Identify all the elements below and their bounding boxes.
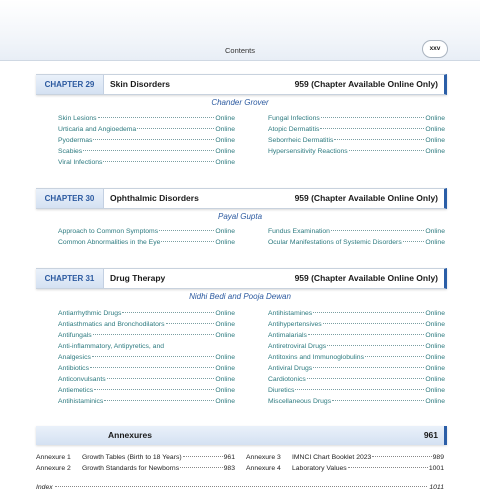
chapter-authors: Payal Gupta (217, 212, 263, 221)
annexure-title: Laboratory Values (292, 465, 347, 472)
toc-entry-title: Antiretroviral Drugs (268, 343, 327, 350)
leader-dots (55, 486, 428, 487)
toc-column-left (58, 310, 235, 409)
index-page: 1011 (429, 484, 444, 491)
chapter-label: CHAPTER 29 (36, 75, 104, 94)
leader-dots (93, 334, 215, 335)
toc-entry[interactable] (268, 343, 445, 354)
leader-dots (307, 378, 425, 379)
annexure-number: Annexure 3 (246, 454, 281, 461)
toc-entry[interactable] (58, 239, 235, 250)
chapter-31-header[interactable] (36, 268, 447, 289)
toc-entry-page: Online (215, 387, 235, 394)
toc-entry-title: Antifungals (58, 332, 92, 339)
leader-dots (327, 345, 424, 346)
toc-column-right (268, 228, 445, 250)
annexures-header[interactable] (36, 426, 447, 445)
leader-dots (313, 367, 424, 368)
annexure-number: Annexure 2 (36, 465, 71, 472)
toc-entry-title: Urticaria and Angioedema (58, 126, 137, 133)
annexure-number: Annexure 1 (36, 454, 71, 461)
leader-dots (90, 367, 214, 368)
toc-entry-continued[interactable] (58, 354, 235, 365)
chapter-label: CHAPTER 31 (36, 269, 104, 288)
toc-entry-page: Online (425, 398, 445, 405)
chapter-page: 959 (Chapter Available Online Only) (294, 79, 438, 89)
toc-entry-page: Online (215, 115, 235, 122)
toc-entry[interactable] (58, 115, 235, 126)
toc-entry[interactable] (58, 332, 235, 343)
toc-entry-title: Antiarrhythmic Drugs (58, 310, 122, 317)
toc-entry[interactable] (268, 365, 445, 376)
annexure-page: 983 (223, 465, 235, 472)
toc-entry-title: Diuretics (268, 387, 295, 394)
toc-entry-title: Approach to Common Symptoms (58, 228, 159, 235)
toc-entry-page: Online (425, 365, 445, 372)
leader-dots (122, 312, 214, 313)
toc-entry-title: Anticonvulsants (58, 376, 106, 383)
toc-entry-title: Antihistamines (268, 310, 313, 317)
leader-dots (349, 150, 425, 151)
annexure-entry[interactable] (36, 465, 235, 476)
toc-column-left (58, 228, 235, 250)
leader-dots (334, 139, 424, 140)
toc-entry-title: Hypersensitivity Reactions (268, 148, 348, 155)
leader-dots (323, 323, 425, 324)
toc-entry[interactable] (58, 321, 235, 332)
leader-dots (348, 467, 428, 468)
leader-dots (159, 230, 214, 231)
toc-entry-page: Online (215, 398, 235, 405)
leader-dots (107, 378, 215, 379)
toc-entry[interactable] (58, 310, 235, 321)
leader-dots (161, 241, 214, 242)
toc-entry-page: Online (425, 321, 445, 328)
toc-entry-page: Online (215, 376, 235, 383)
toc-entry[interactable] (58, 387, 235, 398)
toc-entry-title: Seborrheic Dermatitis (268, 137, 334, 144)
toc-entry-page: Online (425, 376, 445, 383)
toc-entry-page: Online (425, 354, 445, 361)
toc-entry[interactable] (268, 126, 445, 137)
toc-entry-page: Online (425, 228, 445, 235)
toc-entry-title: Atopic Dermatitis (268, 126, 320, 133)
toc-entry-page: Online (215, 137, 235, 144)
toc-entry[interactable] (268, 376, 445, 387)
chapter-label: CHAPTER 30 (36, 189, 104, 208)
annexure-entry[interactable] (36, 454, 235, 465)
toc-column-left (58, 115, 235, 170)
leader-dots (137, 128, 214, 129)
annexures-column-left (36, 454, 235, 476)
toc-entry-title: Ocular Manifestations of Systemic Disorders (268, 239, 402, 246)
annexures-page: 961 (423, 430, 438, 440)
toc-entry-title: Scabies (58, 148, 83, 155)
toc-entry-title: Antibiotics (58, 365, 89, 372)
toc-entry[interactable] (58, 343, 235, 354)
toc-entry[interactable] (268, 239, 445, 250)
toc-entry-title: Antiasthmatics and Bronchodilators (58, 321, 165, 328)
toc-entry-page: Online (215, 159, 235, 166)
annexure-title: IMNCI Chart Booklet 2023 (292, 454, 372, 461)
toc-entry-title: Antiemetics (58, 387, 94, 394)
toc-entry[interactable] (268, 321, 445, 332)
leader-dots (313, 312, 424, 313)
toc-entry[interactable] (58, 137, 235, 148)
toc-entry[interactable] (58, 159, 235, 170)
toc-entry-title: Antitoxins and Immunoglobulins (268, 354, 364, 361)
toc-entry[interactable] (268, 148, 445, 159)
toc-entry[interactable] (268, 115, 445, 126)
chapter-title: Skin Disorders (110, 79, 170, 89)
chapter-title: Ophthalmic Disorders (110, 193, 199, 203)
toc-entry[interactable] (58, 126, 235, 137)
leader-dots (308, 334, 424, 335)
toc-entry[interactable] (268, 354, 445, 365)
leader-dots (321, 117, 425, 118)
toc-entry-page: Online (425, 332, 445, 339)
toc-entry[interactable] (58, 365, 235, 376)
annexure-entry[interactable] (246, 454, 444, 465)
toc-entry-page: Online (425, 148, 445, 155)
toc-entry-page: Online (425, 126, 445, 133)
toc-entry-page: Online (215, 148, 235, 155)
toc-entry-page: Online (425, 115, 445, 122)
annexures-title: Annexures (108, 430, 152, 440)
annexure-title: Growth Tables (Birth to 18 Years) (82, 454, 182, 461)
toc-entry-title: Antimalarials (268, 332, 307, 339)
toc-entry[interactable] (268, 398, 445, 409)
annexure-entry[interactable] (246, 465, 444, 476)
toc-entry-title: Skin Lesions (58, 115, 97, 122)
leader-dots (98, 117, 215, 118)
toc-entry-title: Fungal Infections (268, 115, 320, 122)
toc-entry-title: Analgesics (58, 354, 91, 361)
toc-entry-title: Miscellaneous Drugs (268, 398, 332, 405)
annexure-page: 989 (432, 454, 444, 461)
leader-dots (104, 400, 214, 401)
toc-entry-page: Online (425, 310, 445, 317)
leader-dots (83, 150, 214, 151)
toc-entry-page: Online (425, 239, 445, 246)
toc-entry-page: Online (215, 228, 235, 235)
leader-dots (320, 128, 424, 129)
chapter-authors: Chander Grover (211, 98, 269, 107)
chapter-page: 959 (Chapter Available Online Only) (294, 273, 438, 283)
toc-entry-title: Antiviral Drugs (268, 365, 313, 372)
leader-dots (92, 356, 214, 357)
leader-dots (183, 456, 223, 457)
leader-dots (103, 161, 214, 162)
toc-entry[interactable] (58, 376, 235, 387)
toc-entry-page: Online (215, 365, 235, 372)
toc-entry-page: Online (425, 343, 445, 350)
toc-entry-title: Pyodermas (58, 137, 93, 144)
chapter-authors: Nidhi Bedi and Pooja Dewan (189, 292, 291, 301)
chapter-page: 959 (Chapter Available Online Only) (294, 193, 438, 203)
leader-dots (365, 356, 424, 357)
toc-entry-page: Online (425, 137, 445, 144)
toc-entry-page: Online (215, 239, 235, 246)
annexure-title: Growth Standards for Newborns (82, 465, 180, 472)
chapter-29-header[interactable] (36, 74, 447, 95)
leader-dots (331, 230, 424, 231)
toc-entry[interactable] (268, 387, 445, 398)
toc-entry[interactable] (58, 228, 235, 239)
toc-entry-page: Online (215, 354, 235, 361)
toc-entry-title: Antihypertensives (268, 321, 322, 328)
toc-entry-title: Viral Infections (58, 159, 103, 166)
index-label: Index (36, 484, 53, 491)
toc-entry[interactable] (58, 148, 235, 159)
page-number-badge: xxv (422, 40, 448, 58)
toc-entry-page: Online (215, 332, 235, 339)
leader-dots (372, 456, 431, 457)
toc-entry-page: Online (215, 321, 235, 328)
leader-dots (403, 241, 425, 242)
toc-entry-page: Online (215, 126, 235, 133)
toc-column-right (268, 115, 445, 159)
running-head: Contents (224, 46, 256, 55)
toc-entry-page: Online (425, 387, 445, 394)
toc-entry[interactable] (268, 137, 445, 148)
leader-dots (166, 323, 215, 324)
toc-entry[interactable] (268, 332, 445, 343)
toc-entry-title: Anti-inflammatory, Antipyretics, and (58, 343, 165, 350)
toc-column-right (268, 310, 445, 409)
annexure-number: Annexure 4 (246, 465, 281, 472)
toc-entry-title: Fundus Examination (268, 228, 330, 235)
leader-dots (94, 389, 214, 390)
leader-dots (180, 467, 223, 468)
annexure-page: 961 (223, 454, 235, 461)
toc-entry-title: Common Abnormalities in the Eye (58, 239, 161, 246)
toc-entry-page: Online (215, 310, 235, 317)
toc-entry[interactable] (268, 310, 445, 321)
toc-entry-title: Antihistaminics (58, 398, 104, 405)
leader-dots (332, 400, 424, 401)
leader-dots (295, 389, 424, 390)
leader-dots (93, 139, 214, 140)
annexures-column-right (246, 454, 444, 476)
toc-entry[interactable] (58, 398, 235, 409)
chapter-title: Drug Therapy (110, 273, 166, 283)
annexure-page: 1001 (428, 465, 444, 472)
index-entry[interactable] (36, 484, 444, 491)
toc-entry[interactable] (268, 228, 445, 239)
toc-entry-title: Cardiotonics (268, 376, 306, 383)
chapter-30-header[interactable] (36, 188, 447, 209)
